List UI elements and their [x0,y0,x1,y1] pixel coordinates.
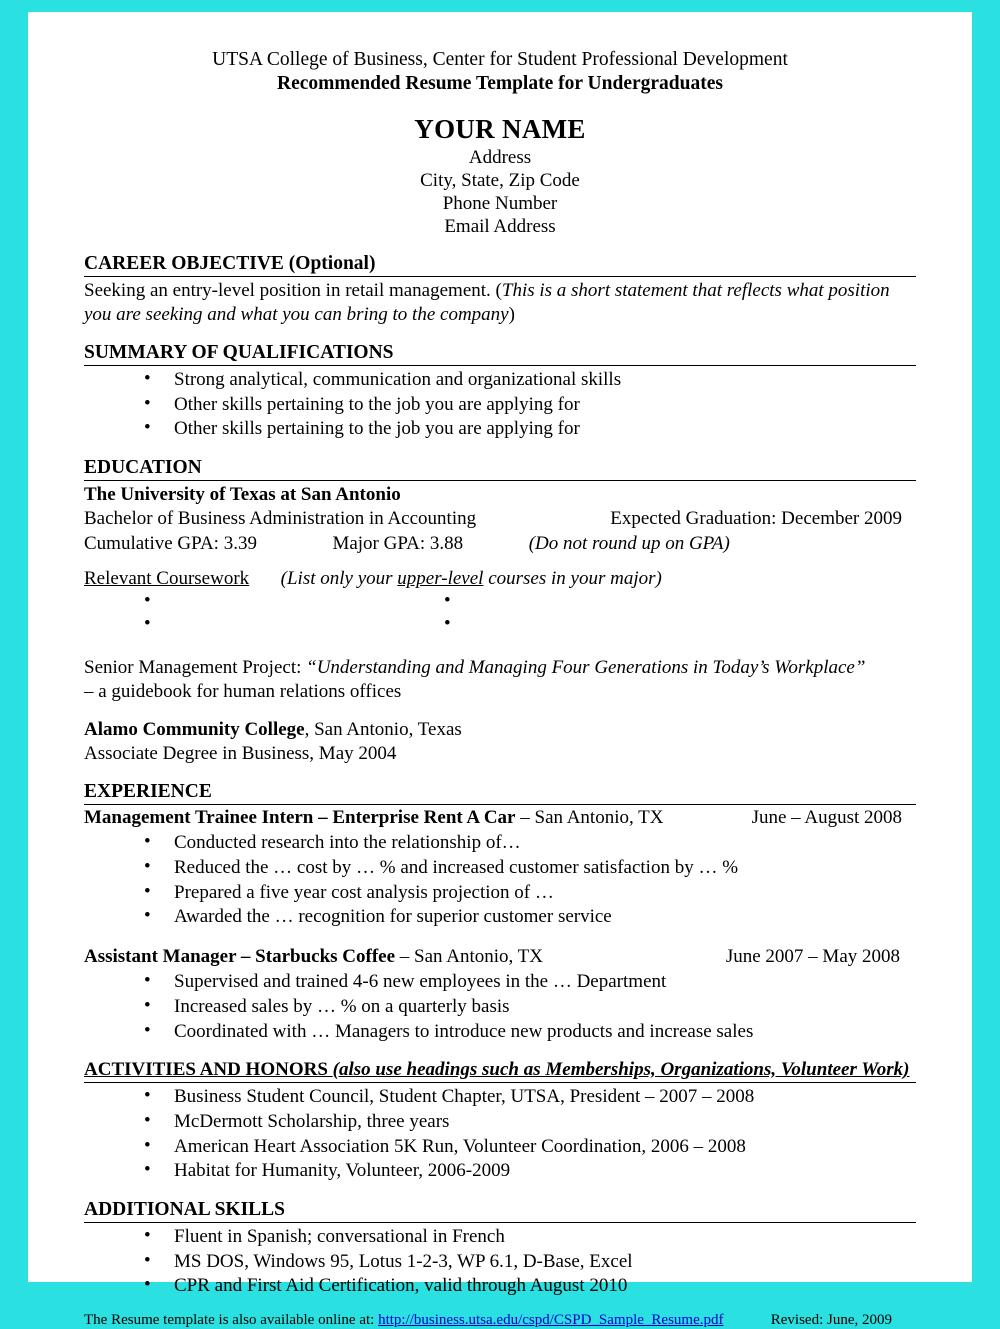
list-item: • Supervised and trained 4-6 new employees in the … Department [140,970,916,995]
education-gpa-note: (Do not round up on GPA) [528,532,730,554]
job-title: Assistant Manager – Starbucks Coffee [84,946,396,968]
summary-list [84,368,916,442]
additional-skills-title: ADDITIONAL SKILLS [84,1199,916,1223]
job-bullets [84,831,916,930]
education-degree-row [84,507,916,532]
career-objective-close: ) [508,304,515,326]
footer-revised: Revised: June, 2009 [770,1312,892,1328]
section-education [84,457,916,766]
section-additional-skills [84,1199,916,1299]
section-summary [84,342,916,442]
list-item: • Business Student Council, Student Chapter, UTSA, President – 2007 – 2008 [140,1085,916,1110]
document-footer [84,1311,916,1329]
activities-title-main: ACTIVITIES AND HONORS [84,1059,333,1081]
job-bullets [84,970,916,1044]
education-degree: Bachelor of Business Administration in Accounting [84,508,477,530]
coursework-row [140,592,916,615]
senior-project [84,656,916,704]
template-link[interactable]: http://business.utsa.edu/cspd/CSPD_Sample_Resume.pdf [378,1312,724,1328]
job-header [84,946,916,968]
education-major-gpa: Major GPA: 3.88 [332,532,464,554]
coursework-bullet-grid [84,592,916,638]
section-activities [84,1059,916,1184]
header-line-2: Recommended Resume Template for Undergraduates [277,73,723,95]
coursework-note-pre: (List only your [280,568,398,590]
resume-page [28,12,972,1328]
job-dates: June – August 2008 [751,807,902,829]
job-location: – San Antonio, TX [395,946,543,968]
list-item: • MS DOS, Windows 95, Lotus 1-2-3, WP 6.1, D-Base, Excel [140,1250,916,1275]
summary-title: SUMMARY OF QUALIFICATIONS [84,342,916,366]
footer-note-row [84,1311,724,1329]
section-experience [84,781,916,1044]
job-title-row [84,946,543,968]
second-college-location: , San Antonio, Texas [304,718,462,740]
career-objective-italic: This is a short statement that reflects what position you are seeking and what you can bring to the company [84,280,890,326]
senior-project-label: Senior Management Project: [84,657,307,679]
list-item: • Reduced the … cost by … % and increased customer satisfaction by … % [140,856,916,881]
list-item: • McDermott Scholarship, three years [140,1110,916,1135]
list-item: • Increased sales by … % on a quarterly basis [140,995,916,1020]
list-item: • Coordinated with … Managers to introduce new products and increase sales [140,1020,916,1045]
education-gpa-row [84,532,916,556]
identity-block [84,113,916,239]
footer-note: The Resume template is also available online at: [84,1312,379,1328]
coursework-bullet [440,592,740,615]
coursework-row [140,615,916,638]
career-objective-text [84,279,916,327]
applicant-name: YOUR NAME [414,113,586,144]
coursework-note-post: courses in your major) [483,568,662,590]
list-item: • CPR and First Aid Certification, valid through August 2010 [140,1274,916,1299]
education-title: EDUCATION [84,457,916,481]
coursework-note-upper-level: upper-level [397,568,484,590]
activities-title [84,1059,916,1083]
education-cumulative-gpa: Cumulative GPA: 3.39 [84,532,257,554]
relevant-coursework-row [84,568,916,590]
coursework-bullet [440,615,740,638]
list-item: • American Heart Association 5K Run, Volunteer Coordination, 2006 – 2008 [140,1135,916,1160]
activities-title-sub: (also use headings such as Memberships, Organizations, Volunteer Work) [332,1059,910,1081]
career-objective-plain: Seeking an entry-level position in retail management. ( [84,280,502,302]
job-header [84,807,916,829]
senior-project-title: “Understanding and Managing Four Generations in Today’s Workplace” [306,657,866,679]
list-item: • Fluent in Spanish; conversational in French [140,1225,916,1250]
applicant-email: Email Address [444,216,556,238]
career-objective-title: CAREER OBJECTIVE (Optional) [84,253,916,277]
second-college-name: Alamo Community College [84,718,305,740]
document-header [84,48,916,97]
coursework-bullet [140,615,440,638]
job-dates: June 2007 – May 2008 [725,946,900,968]
relevant-coursework-label: Relevant Coursework [84,568,250,590]
list-item: • Habitat for Humanity, Volunteer, 2006-2009 [140,1159,916,1184]
list-item: • Other skills pertaining to the job you are applying for [140,417,916,442]
list-item: • Strong analytical, communication and organizational skills [140,368,916,393]
job-title-row [84,807,663,829]
coursework-bullet [140,592,440,615]
experience-title: EXPERIENCE [84,781,916,805]
applicant-address: Address [468,146,532,168]
education-graduation: Expected Graduation: December 2009 [610,508,902,530]
header-line-1: UTSA College of Business, Center for Student Professional Development [212,49,788,70]
senior-project-subtitle: – a guidebook for human relations offices [84,681,402,702]
list-item: • Awarded the … recognition for superior customer service [140,905,916,930]
list-item: • Prepared a five year cost analysis projection of … [140,881,916,906]
applicant-phone: Phone Number [442,193,558,215]
second-college-degree: Associate Degree in Business, May 2004 [84,743,397,765]
list-item: • Conducted research into the relationship of… [140,831,916,856]
job-location: – San Antonio, TX [515,807,664,829]
section-career-objective [84,253,916,327]
activities-list [84,1085,916,1184]
job-title: Management Trainee Intern – Enterprise Rent A Car [84,807,516,829]
additional-skills-list [84,1225,916,1299]
second-college-row [84,718,916,742]
list-item: • Other skills pertaining to the job you are applying for [140,393,916,418]
applicant-city-state-zip: City, State, Zip Code [420,169,580,191]
education-school: The University of Texas at San Antonio [84,483,401,505]
